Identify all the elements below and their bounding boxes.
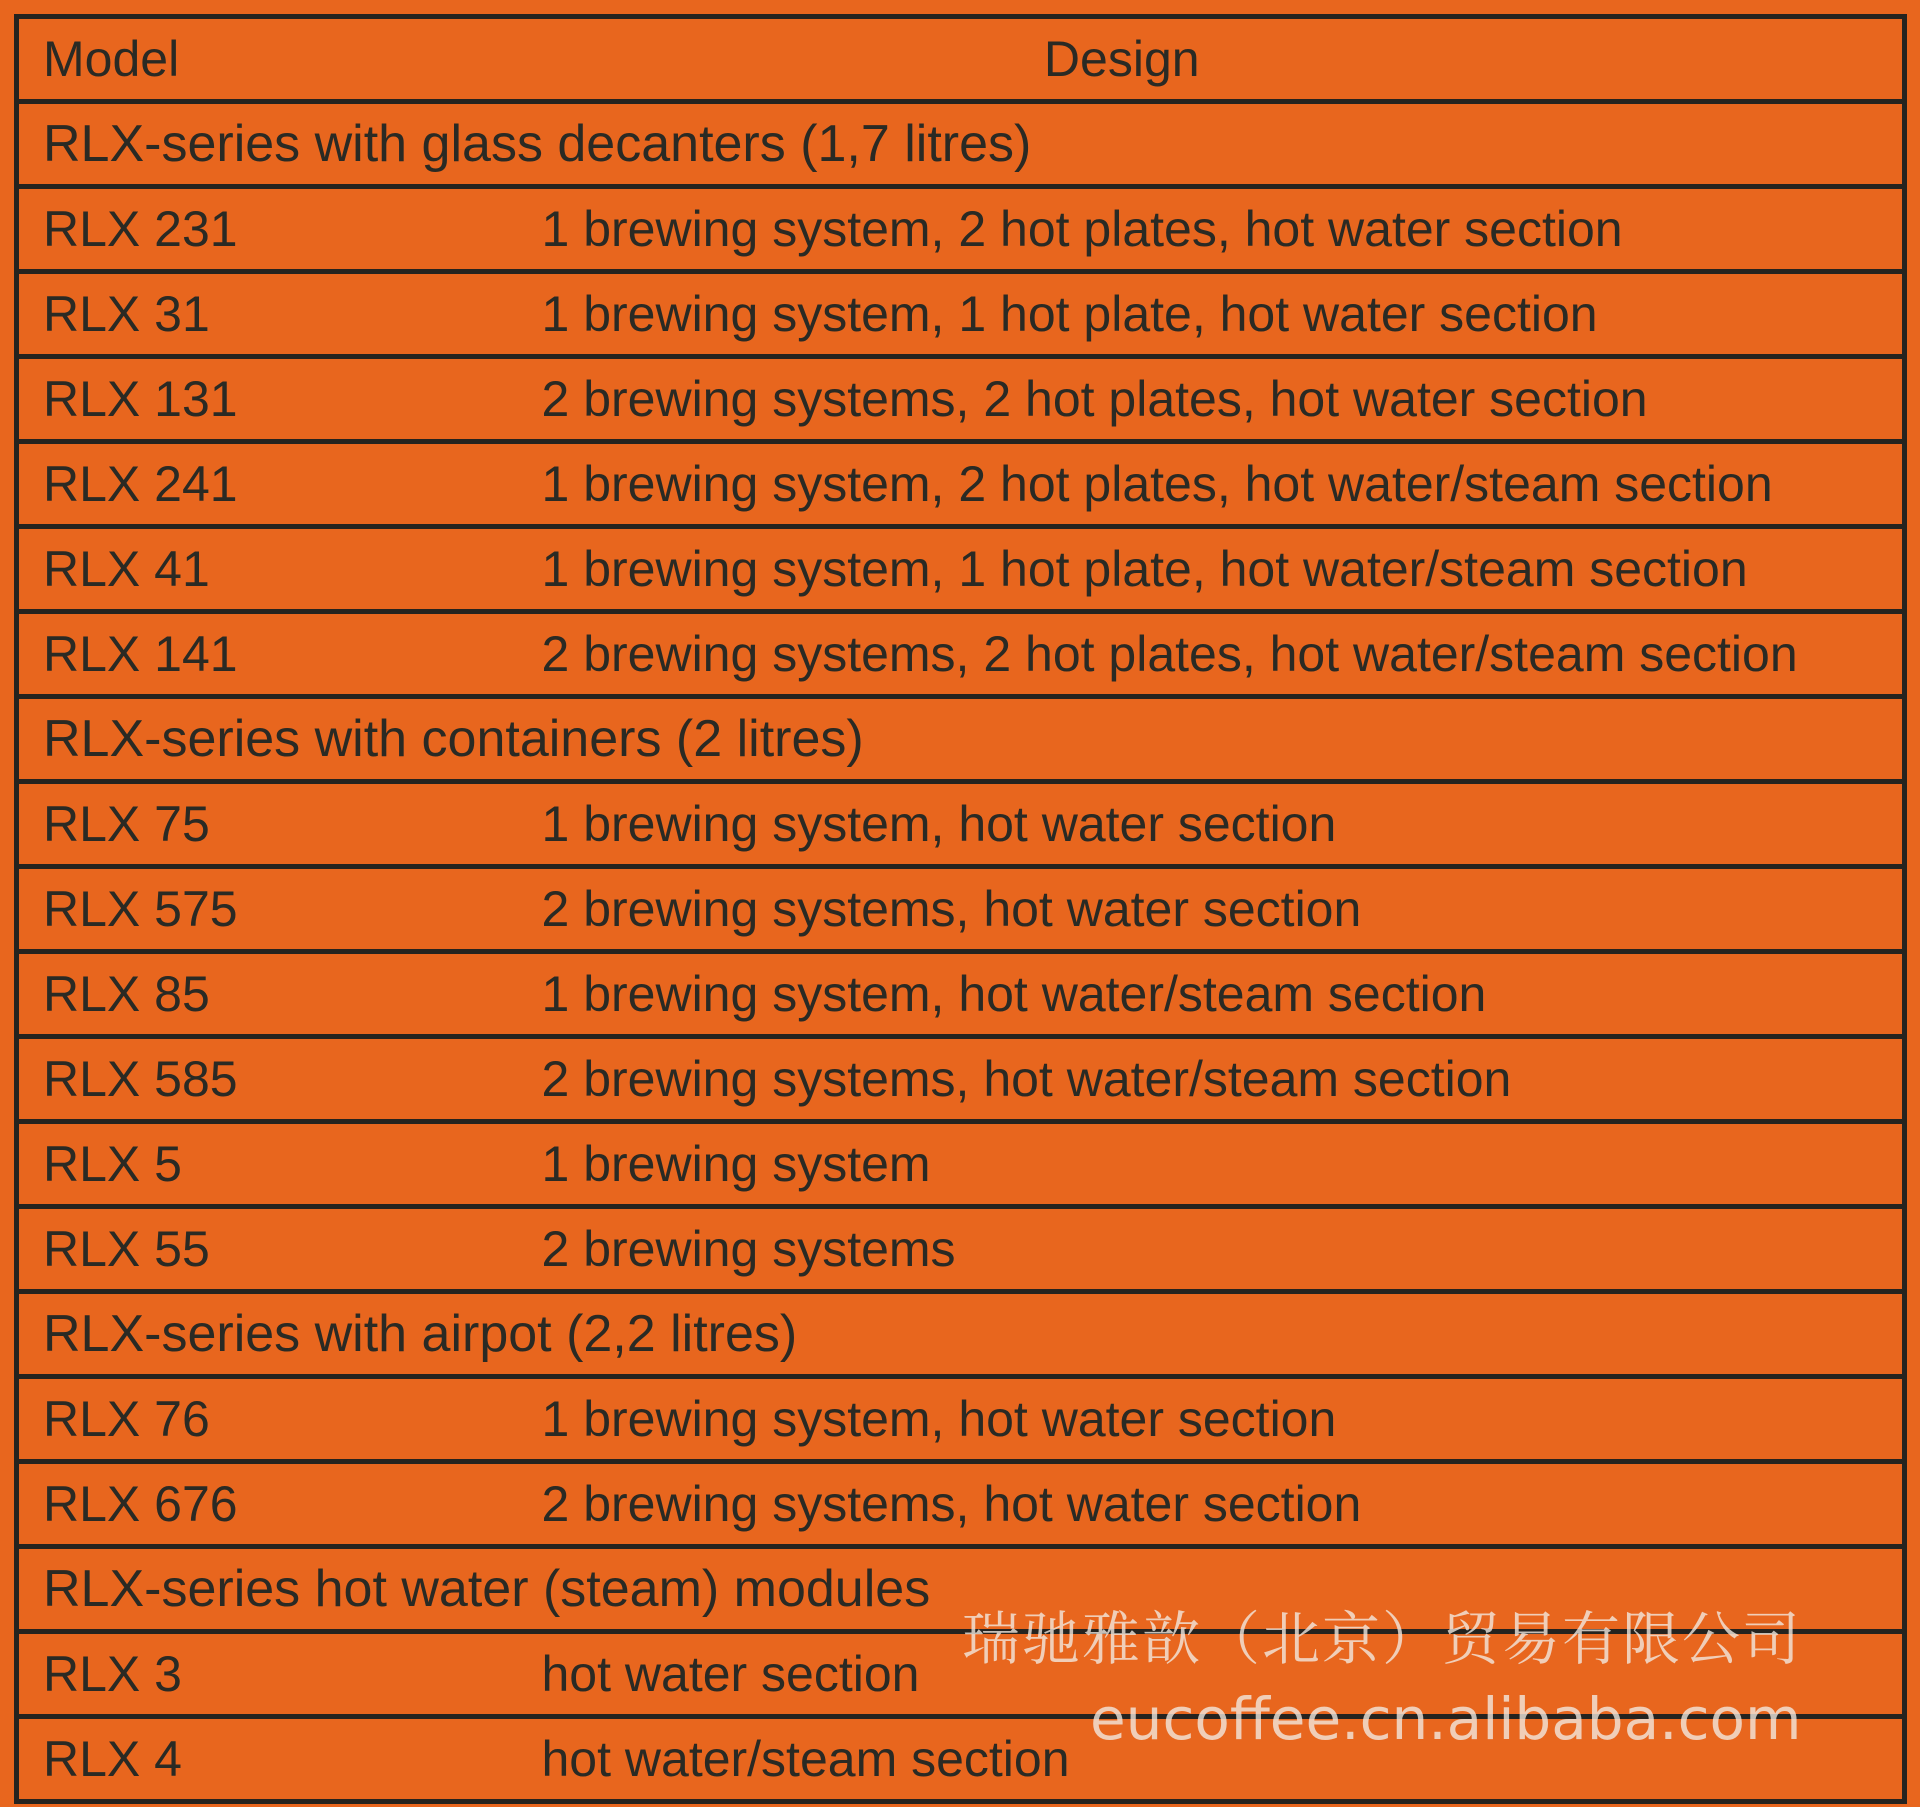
design-cell: 1 brewing system, hot water section: [522, 782, 1905, 867]
watermark-company: 瑞驰雅歆（北京）贸易有限公司: [962, 1605, 1803, 1673]
design-cell: 2 brewing systems, 2 hot plates, hot water section: [522, 357, 1905, 442]
table-header-row: [17, 17, 1905, 102]
table-row: [17, 867, 1905, 952]
table-row: [17, 952, 1905, 1037]
section-title: RLX-series with containers (2 litres): [17, 697, 1905, 782]
model-design-table: [14, 14, 1907, 1804]
table-row: [17, 1037, 1905, 1122]
design-cell: 1 brewing system, hot water section: [522, 1377, 1905, 1462]
model-cell: RLX 575: [17, 867, 522, 952]
table-row: [17, 1122, 1905, 1207]
design-cell: 2 brewing systems: [522, 1207, 1905, 1292]
table-row: [17, 782, 1905, 867]
model-cell: RLX 585: [17, 1037, 522, 1122]
section-header-row: [17, 1547, 1905, 1632]
model-cell: RLX 676: [17, 1462, 522, 1547]
model-cell: RLX 41: [17, 527, 522, 612]
design-cell: 2 brewing systems, hot water section: [522, 867, 1905, 952]
section-title: RLX-series with airpot (2,2 litres): [17, 1292, 1905, 1377]
table-row: [17, 527, 1905, 612]
model-cell: RLX 85: [17, 952, 522, 1037]
model-column-header: Model: [17, 17, 522, 102]
design-cell: 1 brewing system, hot water/steam section: [522, 952, 1905, 1037]
table-row: [17, 612, 1905, 697]
watermark-url: eucoffee.cn.alibaba.com: [1090, 1685, 1802, 1753]
model-cell: RLX 31: [17, 272, 522, 357]
section-title: RLX-series with glass decanters (1,7 litres): [17, 102, 1905, 187]
model-cell: RLX 3: [17, 1632, 522, 1717]
model-cell: RLX 75: [17, 782, 522, 867]
model-cell: RLX 4: [17, 1717, 522, 1802]
model-cell: RLX 131: [17, 357, 522, 442]
design-cell: 1 brewing system, 1 hot plate, hot water section: [522, 272, 1905, 357]
section-header-row: [17, 697, 1905, 782]
section-title: RLX-series hot water (steam) modules: [17, 1547, 1905, 1632]
design-cell: 1 brewing system: [522, 1122, 1905, 1207]
model-cell: RLX 55: [17, 1207, 522, 1292]
model-cell: RLX 241: [17, 442, 522, 527]
model-cell: RLX 141: [17, 612, 522, 697]
model-cell: RLX 5: [17, 1122, 522, 1207]
model-cell: RLX 76: [17, 1377, 522, 1462]
design-cell: 2 brewing systems, hot water/steam section: [522, 1037, 1905, 1122]
design-column-header: Design: [522, 17, 1905, 102]
table-row: [17, 1462, 1905, 1547]
table-row: [17, 1207, 1905, 1292]
table-row: [17, 1377, 1905, 1462]
table-row: [17, 357, 1905, 442]
design-cell: 2 brewing systems, 2 hot plates, hot water/steam section: [522, 612, 1905, 697]
table-row: [17, 1632, 1905, 1717]
table-row: [17, 1717, 1905, 1802]
design-cell: 1 brewing system, 1 hot plate, hot water/steam section: [522, 527, 1905, 612]
design-cell: 1 brewing system, 2 hot plates, hot water section: [522, 187, 1905, 272]
model-cell: RLX 231: [17, 187, 522, 272]
design-cell: hot water/steam section: [522, 1717, 1905, 1802]
table-row: [17, 442, 1905, 527]
table-row: [17, 272, 1905, 357]
section-header-row: [17, 1292, 1905, 1377]
design-cell: hot water section: [522, 1632, 1905, 1717]
table-row: [17, 187, 1905, 272]
table-body: [17, 102, 1905, 1802]
section-header-row: [17, 102, 1905, 187]
design-cell: 2 brewing systems, hot water section: [522, 1462, 1905, 1547]
design-cell: 1 brewing system, 2 hot plates, hot water/steam section: [522, 442, 1905, 527]
